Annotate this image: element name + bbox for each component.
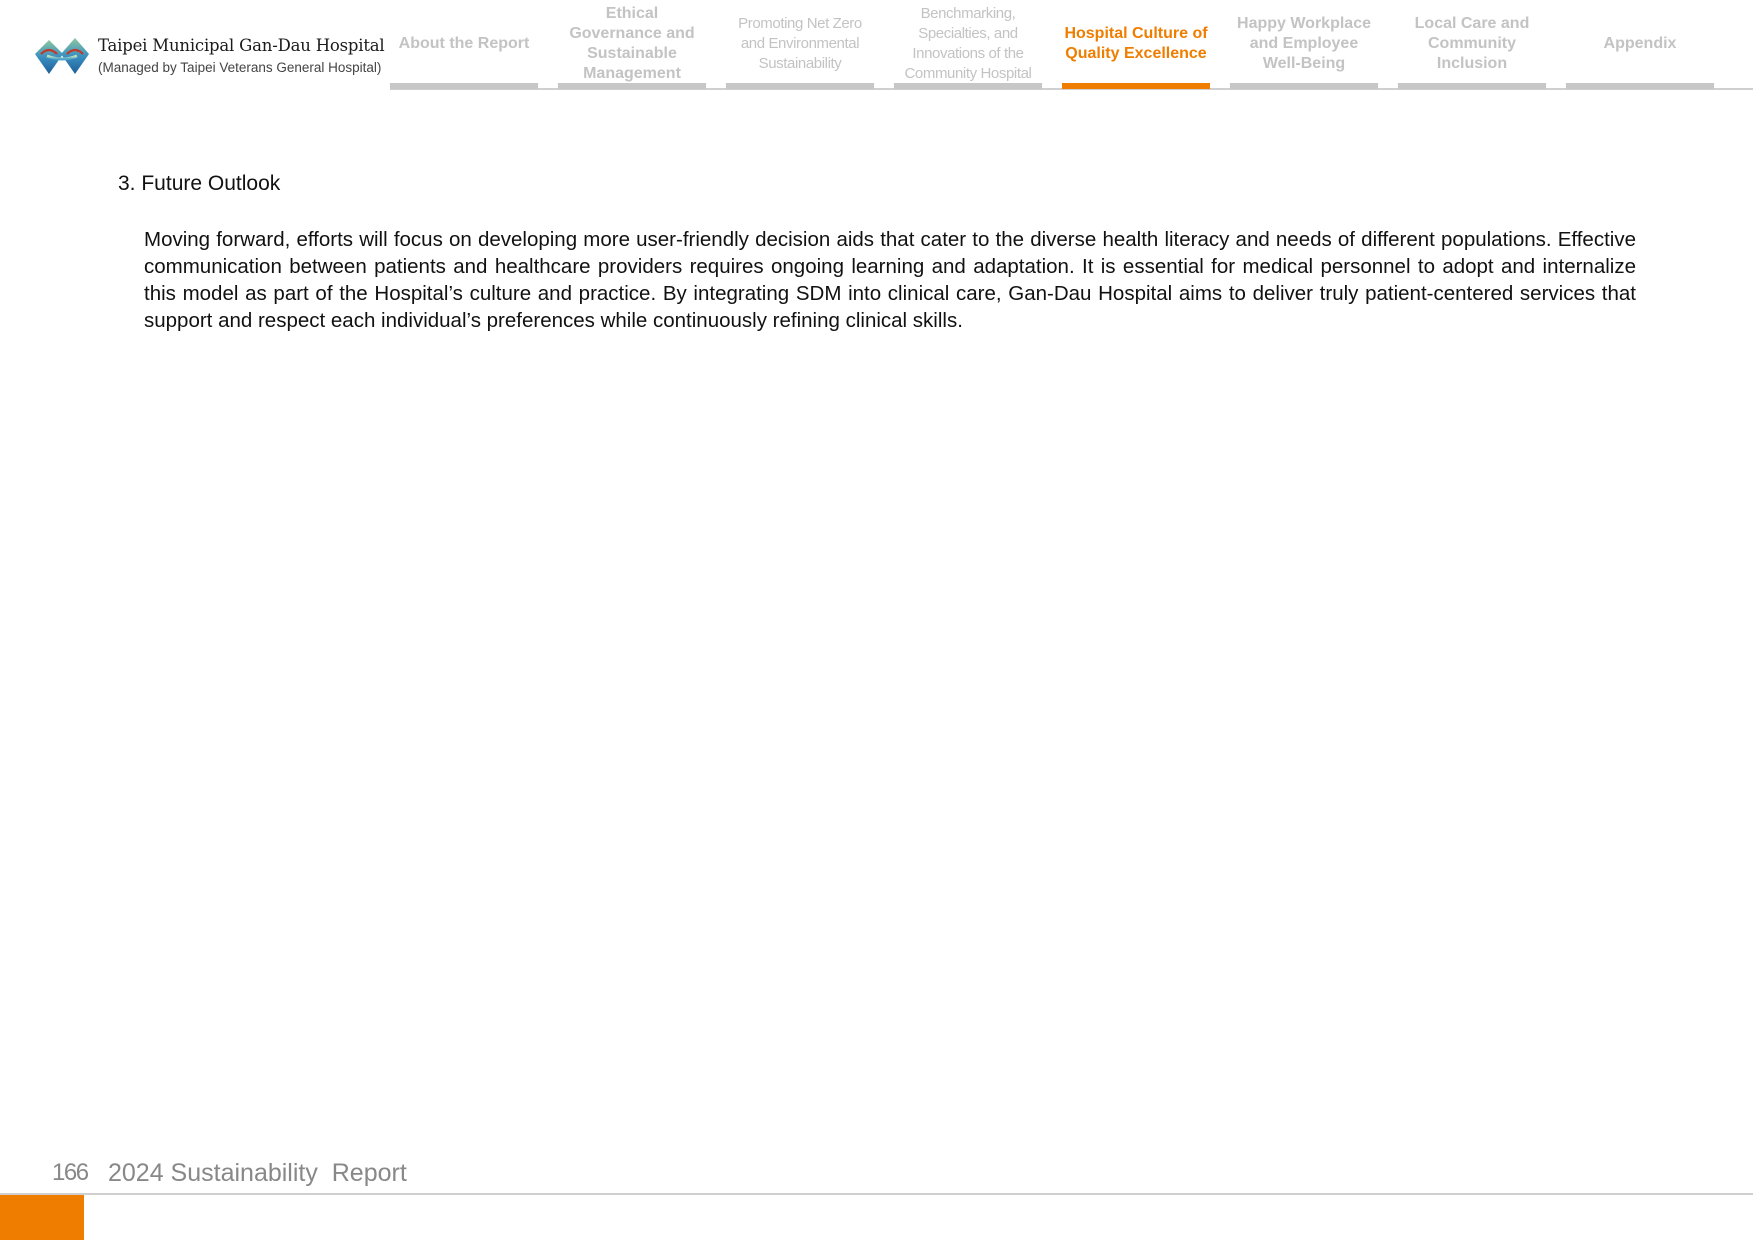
report-title: 2024 Sustainability Report	[108, 1159, 407, 1187]
nav-tab-label: About the Report	[398, 35, 530, 52]
nav-tab-ethical-governance[interactable]	[558, 0, 706, 94]
footer-divider	[0, 1193, 1753, 1195]
nav-tab-label: Ethical Governance and Sustainable Management	[569, 5, 695, 82]
nav-tab-benchmarking[interactable]	[894, 0, 1042, 94]
nav-tab-indicator	[1062, 83, 1210, 89]
hospital-subtitle: (Managed by Taipei Veterans General Hospital)	[98, 60, 382, 75]
page-header	[0, 0, 1753, 100]
nav-tab-indicator	[1398, 83, 1546, 89]
section-heading: 3. Future Outlook	[118, 172, 281, 195]
nav-tab-indicator	[390, 83, 538, 89]
footer-accent-block	[0, 1195, 84, 1240]
nav-tab-label: Local Care and Community Inclusion	[1414, 15, 1530, 72]
nav-tab-indicator	[558, 83, 706, 89]
nav-tab-label: Benchmarking, Specialties, and Innovations of the Community Hospital	[904, 5, 1032, 82]
nav-tab-local-care[interactable]	[1398, 0, 1546, 94]
nav-tab-happy-workplace[interactable]	[1230, 0, 1378, 94]
hospital-logo-icon	[33, 32, 91, 78]
hospital-name: Taipei Municipal Gan-Dau Hospital	[98, 36, 385, 55]
page-number: 166	[52, 1159, 88, 1186]
nav-tab-indicator	[726, 83, 874, 89]
nav-tab-label: Happy Workplace and Employee Well-Being	[1237, 15, 1371, 72]
nav-tab-quality-culture[interactable]	[1062, 0, 1210, 94]
nav-tab-indicator	[1566, 83, 1714, 89]
nav-tab-indicator	[1230, 83, 1378, 89]
nav-tab-label: Hospital Culture of Quality Excellence	[1064, 25, 1208, 62]
chapter-nav	[390, 0, 1753, 94]
nav-tab-about-report[interactable]	[390, 0, 538, 94]
nav-tab-net-zero[interactable]	[726, 0, 874, 94]
nav-tab-indicator	[894, 83, 1042, 89]
body-paragraph: Moving forward, efforts will focus on developing more user-friendly decision aids that cater to the diverse health literacy and needs of different populations. Effective communication between patients and healthcare providers requires ongoing learning and adaptation. It is essential for medical personnel to adopt and internalize this model as part of the Hospital’s culture and practice. By integrating SDM into clinical care, Gan-Dau Hospital aims to deliver truly patient-centered services that support and respect each individual’s preferences while continuously refining clinical skills.	[144, 228, 1636, 332]
hospital-logo[interactable]	[33, 30, 393, 82]
nav-tab-label: Appendix	[1603, 35, 1677, 52]
nav-tab-label: Promoting Net Zero and Environmental Sustainability	[738, 15, 862, 72]
nav-tab-appendix[interactable]	[1566, 0, 1714, 94]
